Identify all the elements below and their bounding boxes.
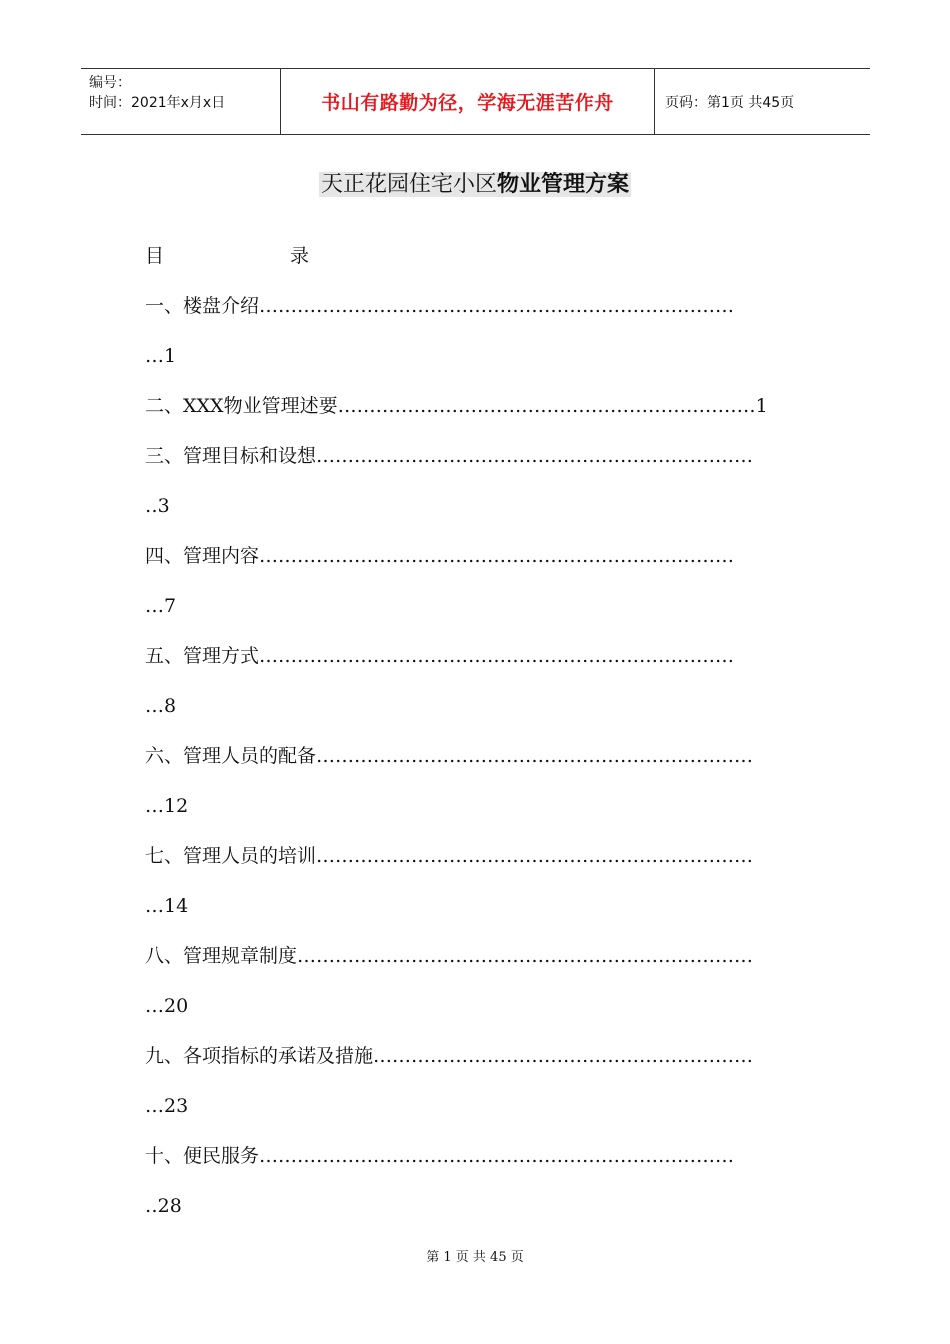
toc-entry-line[interactable]: 六、管理人员的配备…………………………………………………………… xyxy=(145,745,754,767)
title-normal-part: 天正花园住宅小区 xyxy=(320,172,497,197)
header-motto: 书山有路勤为径，学海无涯苦作舟 xyxy=(281,69,655,134)
header-page-info: 页码：第1页 共45页 xyxy=(665,94,795,111)
toc-heading xyxy=(145,236,805,286)
page-header xyxy=(81,68,870,135)
toc-entry-line[interactable]: …12 xyxy=(145,795,189,817)
toc-entry-line[interactable]: 十、便民服务………………………………………………………………… xyxy=(145,1145,735,1167)
header-meta-cell xyxy=(81,69,281,134)
toc-entry-line[interactable]: ‥3 xyxy=(145,495,170,517)
document-date: 时间：2021年x月x日 xyxy=(89,95,226,111)
toc-entry-line[interactable]: ‥28 xyxy=(145,1195,182,1217)
toc-entry-line[interactable]: …7 xyxy=(145,595,177,617)
document-number-label: 编号： xyxy=(89,75,131,91)
toc-entry-line[interactable]: …1 xyxy=(145,345,177,367)
toc-lines xyxy=(145,286,805,1236)
title-bold-part: 物业管理方案 xyxy=(497,171,630,197)
toc-entry-line[interactable]: …20 xyxy=(145,995,189,1017)
toc-entry-line[interactable]: 二、XXX物业管理述要…………………………………………………………1 xyxy=(145,395,768,417)
toc-entry-line[interactable]: …23 xyxy=(145,1095,189,1117)
toc-entry-line[interactable]: 八、管理规章制度……………………………………………………………… xyxy=(145,945,754,967)
toc-entry-line[interactable]: 九、各项指标的承诺及措施…………………………………………………… xyxy=(145,1045,754,1067)
table-of-contents xyxy=(145,236,805,1236)
toc-entry-line[interactable]: 七、管理人员的培训…………………………………………………………… xyxy=(145,845,754,867)
toc-entry-line[interactable]: 五、管理方式………………………………………………………………… xyxy=(145,645,735,667)
toc-heading-right: 录 xyxy=(290,245,310,267)
document-title-highlight xyxy=(319,172,631,197)
toc-entry-line[interactable]: …8 xyxy=(145,695,177,717)
toc-entry-line[interactable]: …14 xyxy=(145,895,189,917)
document-title xyxy=(0,168,950,201)
page-footer: 第 1 页 共 45 页 xyxy=(426,1250,524,1265)
toc-entry-line[interactable]: 四、管理内容………………………………………………………………… xyxy=(145,545,735,567)
toc-heading-left: 目 xyxy=(145,245,165,267)
toc-entry-line[interactable]: 三、管理目标和设想…………………………………………………………… xyxy=(145,445,754,467)
toc-entry-line[interactable]: 一、楼盘介绍………………………………………………………………… xyxy=(145,295,735,317)
